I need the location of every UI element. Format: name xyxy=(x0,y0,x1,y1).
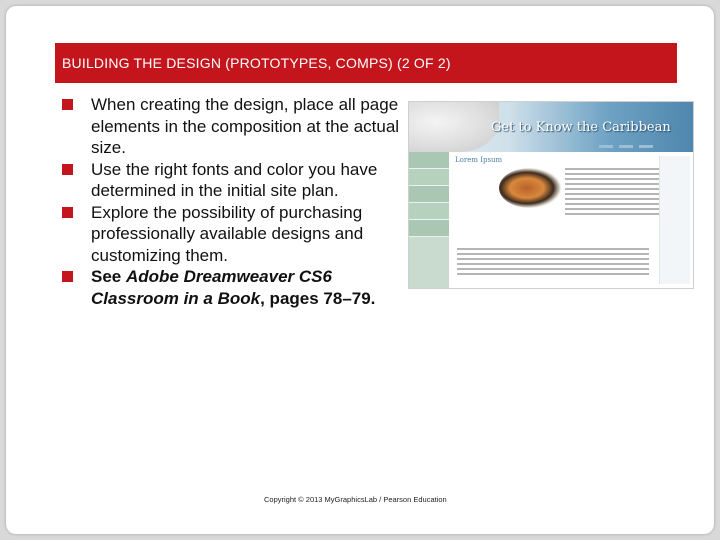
screenshot-main xyxy=(455,156,655,284)
copyright-footer: Copyright © 2013 MyGraphicsLab / Pearson Education xyxy=(264,495,447,504)
bullet-item xyxy=(61,266,411,309)
text-placeholder-block xyxy=(565,168,660,218)
bullet-square-icon xyxy=(62,271,73,282)
nav-placeholder xyxy=(639,145,653,148)
screenshot-top-nav xyxy=(599,145,653,148)
screenshot-content-title: Lorem Ipsum xyxy=(455,156,503,164)
book-title: Adobe Dreamweaver CS6 Classroom in a Book xyxy=(91,267,332,308)
title-bar xyxy=(55,43,677,83)
sidebar-placeholder xyxy=(409,152,449,169)
sidebar-placeholder xyxy=(409,186,449,203)
bullet-list xyxy=(61,94,411,309)
bullet-text: When creating the design, place all page elements in the composition at the actual size. xyxy=(91,95,400,157)
bullet-text-suffix: , pages 78–79. xyxy=(260,288,376,308)
sidebar-placeholder xyxy=(409,220,449,237)
bullet-text: Explore the possibility of purchasing professionally available designs and customizing them. xyxy=(91,202,364,265)
slide-title: BUILDING THE DESIGN (PROTOTYPES, COMPS) (2 OF 2) xyxy=(62,55,451,71)
bullet-text: Use the right fonts and color you have determined in the initial site plan. xyxy=(91,159,378,200)
food-photo xyxy=(499,168,561,208)
bullet-text-prefix: See xyxy=(91,267,126,286)
sidebar-placeholder xyxy=(409,203,449,220)
screenshot-sidebar xyxy=(409,152,449,288)
bullet-item xyxy=(61,202,411,267)
bullet-square-icon xyxy=(62,207,73,218)
slide xyxy=(6,6,714,534)
bullet-square-icon xyxy=(62,164,73,175)
screenshot-heading: Get to Know the Caribbean xyxy=(491,120,671,135)
bullet-item xyxy=(61,94,411,159)
bullet-square-icon xyxy=(62,99,73,110)
screenshot-right-column xyxy=(659,156,690,284)
sidebar-placeholder xyxy=(409,169,449,186)
nav-placeholder xyxy=(619,145,633,148)
website-comp-screenshot xyxy=(408,101,694,289)
text-placeholder-block xyxy=(457,248,649,278)
nav-placeholder xyxy=(599,145,613,148)
bullet-item xyxy=(61,159,411,202)
